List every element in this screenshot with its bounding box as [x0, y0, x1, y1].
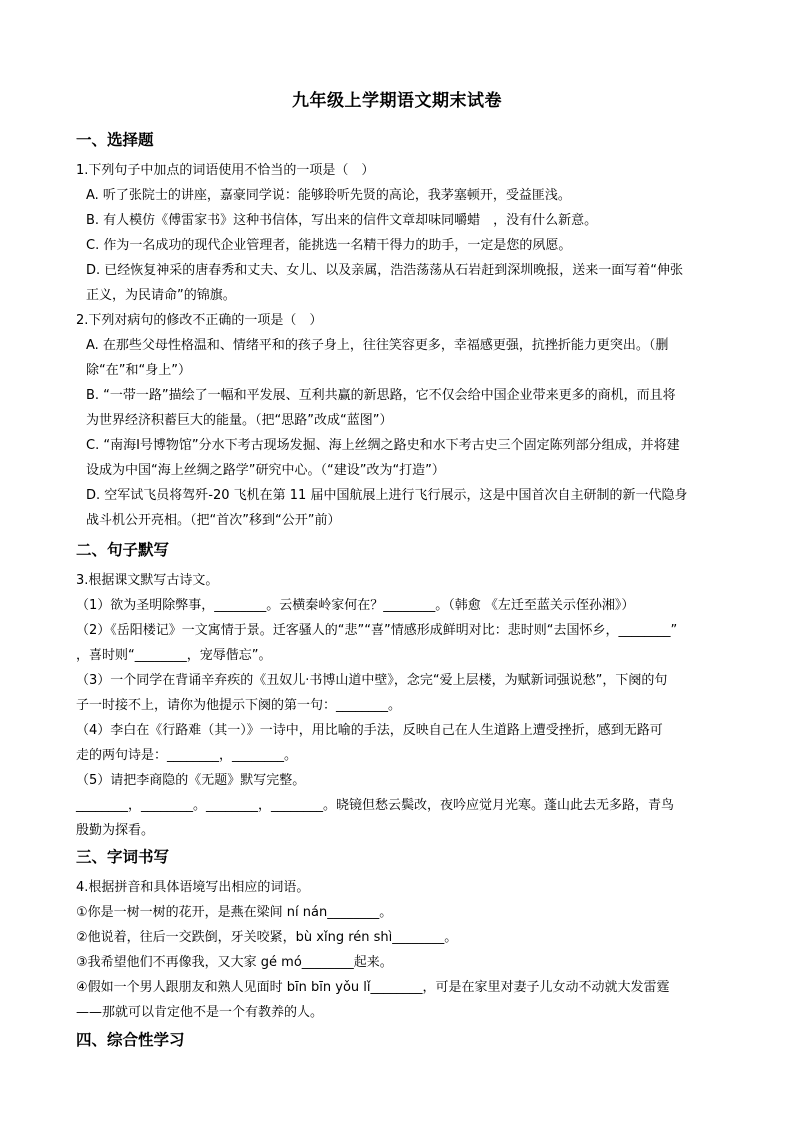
question-4-item-1: ①你是一树一树的花开，是燕在梁间 ní nán________。	[76, 905, 393, 920]
question-1-option-d-cont: 正义，为民请命”的锦旗。	[86, 288, 236, 303]
question-3-item-5-cont: 殷勤为探看。	[76, 823, 155, 838]
section-heading-recitation: 二、句子默写	[76, 541, 170, 559]
question-2-stem: 2.下列对病句的修改不正确的一项是（ ）	[76, 313, 323, 328]
question-2-option-d-cont: 战斗机公开亮相。（把“首次”移到“公开”前）	[86, 513, 341, 528]
question-3-item-2: （2）《岳阳楼记》一文寓情于景。迁客骚人的“悲”“喜”情感形成鲜明对比：悲时则“去国怀乡，________”	[76, 623, 678, 638]
question-1-option-c: C. 作为一名成功的现代企业管理者，能挑选一名精干得力的助手，一定是您的夙愿。	[86, 238, 572, 253]
question-1-stem: 1.下列句子中加点的词语使用不恰当的一项是（ ）	[76, 163, 375, 178]
question-1-option-a: A. 听了张院士的讲座，嘉豪同学说：能够聆听先贤的高论，我茅塞顿开，受益匪浅。	[86, 188, 571, 203]
question-2-option-a-cont: 除“在”和“身上”）	[86, 363, 191, 378]
question-3-item-4: （4）李白在《行路难（其一）》一诗中，用比喻的手法，反映自己在人生道路上遭受挫折，感到无路可	[76, 723, 663, 738]
question-3-item-1: （1）欲为圣明除弊事，________。云横秦岭家何在？________。（韩愈 《左迁至蓝关示侄孙湘》）	[76, 598, 635, 613]
question-3-stem: 3.根据课文默写古诗文。	[76, 573, 219, 588]
question-4-item-2: ②他说着，往后一交跌倒，牙关咬紧，bù xǐng rén shì________。	[76, 930, 458, 945]
question-4-item-4: ④假如一个男人跟朋友和熟人见面时 bīn bīn yǒu lǐ________，可是在家里对妻子儿女动不动就大发雷霆	[76, 980, 670, 995]
question-2-option-c-cont: 设成为中国“海上丝绸之路学”研究中心。（“建设”改为“打造”）	[86, 463, 445, 478]
question-3-item-5-blanks: ________，________。________，________。晓镜但愁云鬓改，夜吟应觉月光寒。蓬山此去无多路，青鸟	[76, 798, 675, 813]
question-1-option-d: D. 已经恢复神采的唐春秀和丈夫、女儿、以及亲属，浩浩荡荡从石岩赶到深圳晚报，送来一面写着“伸张	[86, 263, 684, 278]
question-3-item-3-cont: 子一时接不上，请你为他提示下阕的第一句：________。	[76, 698, 402, 713]
question-2-option-b: B. “一带一路”描绘了一幅和平发展、互利共赢的新思路，它不仅会给中国企业带来更多的商机，而且将	[86, 388, 676, 403]
question-2-option-a: A. 在那些父母性格温和、情绪平和的孩子身上，往往笑容更多，幸福感更强，抗挫折能力更突出。（删	[86, 338, 669, 353]
question-4-stem: 4.根据拼音和具体语境写出相应的词语。	[76, 880, 310, 895]
question-3-item-4-cont: 走的两句诗是：________，________。	[76, 748, 298, 763]
question-1-option-b: B. 有人模仿《傅雷家书》这种书信体，写出来的信件文章却味同嚼蜡 ，没有什么新意。	[86, 213, 598, 228]
question-3-item-3: （3）一个同学在背诵辛弃疾的《丑奴儿·书博山道中壁》，念完“爱上层楼，为赋新词强说愁”，下阕的句	[76, 673, 668, 688]
question-2-option-c: C. “南海Ⅰ号博物馆”分水下考古现场发掘、海上丝绸之路史和水下考古史三个固定陈列部分组成，并将建	[86, 438, 680, 453]
question-4-item-3: ③我希望他们不再像我，又大家 gé mó________起来。	[76, 955, 393, 970]
question-3-item-5: （5）请把李商隐的《无题》默写完整。	[76, 773, 306, 788]
question-2-option-d: D. 空军试飞员将驾歼-20 飞机在第 11 届中国航展上进行飞行展示，这是中国首次自主研制的新一代隐身	[86, 488, 688, 503]
question-2-option-b-cont: 为世界经济积蓄巨大的能量。（把“思路”改成“蓝图”）	[86, 413, 393, 428]
section-heading-words: 三、字词书写	[76, 848, 170, 866]
page-title: 九年级上学期语文期末试卷	[292, 91, 502, 111]
section-heading-choice: 一、选择题	[76, 131, 154, 149]
question-4-item-4-cont: ——那就可以肯定他不是一个有教养的人。	[76, 1005, 324, 1020]
section-heading-comprehensive: 四、综合性学习	[76, 1031, 185, 1049]
question-3-item-2-cont: ，喜时则“________，宠辱偕忘”。	[76, 648, 272, 663]
